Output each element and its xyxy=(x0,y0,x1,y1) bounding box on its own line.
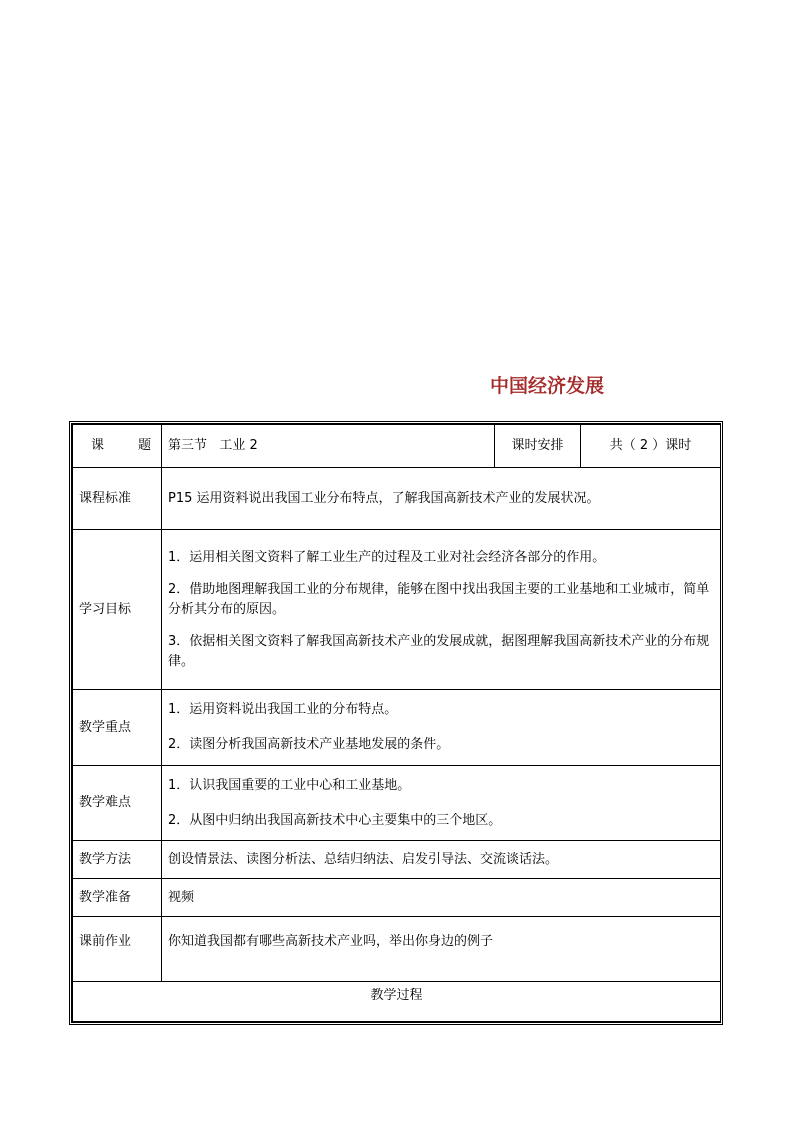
topic-label-1: 课 xyxy=(91,438,105,453)
topic-label-2: 题 xyxy=(138,438,152,453)
topic-label-cell xyxy=(73,425,162,468)
objectives-label: 学习目标 xyxy=(73,530,162,690)
row-difficulties xyxy=(73,766,721,841)
difficulties-cell xyxy=(162,766,721,841)
key-point-item: 2．读图分析我国高新技术产业基地发展的条件。 xyxy=(168,737,450,752)
row-preparation xyxy=(73,879,721,917)
topic-value: 第三节 工业 2 xyxy=(162,425,495,468)
lesson-plan-table xyxy=(72,424,721,1022)
schedule-label: 课时安排 xyxy=(495,425,581,468)
key-point-item: 1．运用资料说出我国工业的分布特点。 xyxy=(168,702,398,717)
row-homework xyxy=(73,917,721,982)
row-process xyxy=(73,982,721,1022)
objective-item: 2．借助地图理解我国工业的分布规律，能够在图中找出我国主要的工业基地和工业城市，简单分析其分布的原因。 xyxy=(168,581,710,617)
row-key-points xyxy=(73,690,721,766)
standard-text: P15 运用资料说出我国工业分布特点，了解我国高新技术产业的发展状况。 xyxy=(162,468,721,530)
difficulty-item: 2．从图中归纳出我国高新技术中心主要集中的三个地区。 xyxy=(168,812,502,828)
schedule-value: 共（ 2 ）课时 xyxy=(581,425,721,468)
key-points-label: 教学重点 xyxy=(73,690,162,766)
objective-item: 1．运用相关图文资料了解工业生产的过程及工业对社会经济各部分的作用。 xyxy=(168,549,606,565)
key-points-cell xyxy=(162,690,721,766)
objective-item: 3．依据相关图文资料了解我国高新技术产业的发展成就，据图理解我国高新技术产业的分布规律。 xyxy=(168,633,710,669)
difficulty-item: 1．认识我国重要的工业中心和工业基地。 xyxy=(168,777,411,793)
difficulties-label: 教学难点 xyxy=(73,766,162,841)
row-objectives xyxy=(73,530,721,690)
row-topic xyxy=(73,425,721,468)
document-title: 中国经济发展 xyxy=(490,375,605,397)
row-standard xyxy=(73,468,721,530)
standard-label: 课程标准 xyxy=(73,468,162,530)
preparation-label: 教学准备 xyxy=(73,879,162,917)
homework-text: 你知道我国都有哪些高新技术产业吗，举出你身边的例子 xyxy=(162,917,721,982)
preparation-text: 视频 xyxy=(162,879,721,917)
homework-label: 课前作业 xyxy=(73,917,162,982)
methods-label: 教学方法 xyxy=(73,841,162,879)
process-label: 教学过程 xyxy=(73,982,721,1022)
row-methods xyxy=(73,841,721,879)
objectives-cell xyxy=(162,530,721,690)
methods-text: 创设情景法、读图分析法、总结归纳法、启发引导法、交流谈话法。 xyxy=(162,841,721,879)
